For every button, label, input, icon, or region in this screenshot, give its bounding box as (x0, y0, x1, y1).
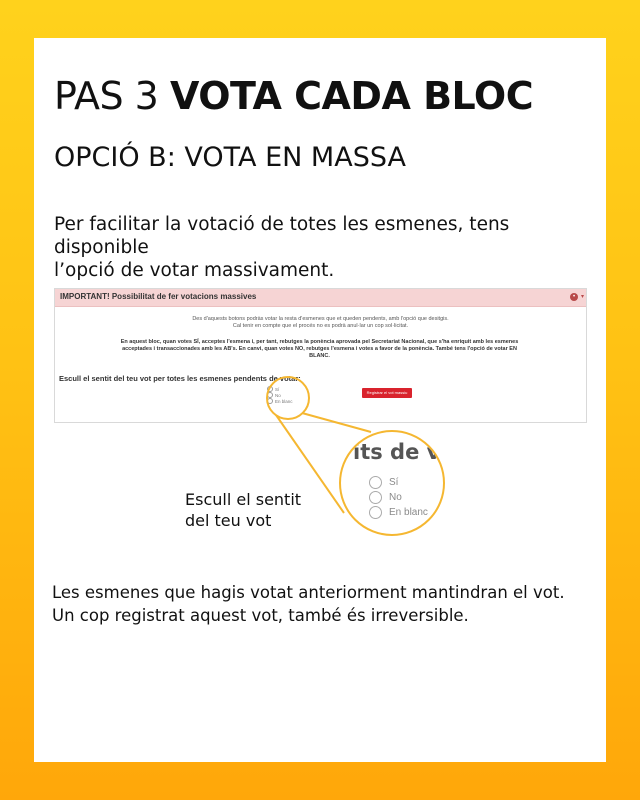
zoom-callout (339, 430, 445, 536)
chevron-down-icon[interactable]: ▾ (580, 294, 584, 300)
title-prefix: PAS 3 (54, 74, 159, 118)
zoom-option-no[interactable] (369, 491, 402, 504)
zoom-option-si[interactable] (369, 476, 398, 489)
radio-button[interactable] (369, 476, 382, 489)
intro-line-2: l’opció de votar massivament. (54, 260, 335, 281)
zoom-option-blank[interactable] (369, 506, 428, 519)
panel-question: Escull el sentit del teu vot per totes les esmenes pendents de votar: (59, 374, 301, 383)
option-label: Sí (389, 477, 399, 488)
intro-line-1: Per facilitar la votació de totes les esmenes, tens disponible (54, 214, 510, 258)
zoom-heading: its de v (353, 440, 441, 464)
option-label: En blanc (389, 507, 428, 518)
panel-line-1: Des d'aquests botons podràs votar la resta d'esmenes que et queden pendents, amb l'opció que desitgis. (192, 316, 449, 322)
option-label: En blanc (275, 398, 293, 404)
panel-paragraph-3: BLANC. (309, 353, 330, 359)
option-label: Sí (275, 386, 280, 392)
callout-line-2: del teu vot (185, 511, 272, 530)
footer-line-1: Les esmenes que hagis votat anteriorment mantindran el vot. (52, 583, 565, 602)
panel-line-2: Cal tenir en compte que el procés no es podrà anul·lar un cop sol·licitat. (232, 323, 409, 329)
footer-text (52, 581, 604, 627)
panel-paragraph-2: acceptades i transaccionades amb les AB's. En canvi, quan votes NO, rebutges l'esmena i votes a favor de la ponència. També tens l'opció de votar EN (122, 346, 517, 352)
connector-line-top (302, 413, 371, 432)
callout-line-1: Escull el sentit (185, 490, 302, 509)
collapse-icon[interactable]: • (570, 293, 578, 301)
register-vote-button[interactable]: Registrar el vot massiu (362, 388, 412, 398)
page-subtitle: OPCIÓ B: VOTA EN MASSA (54, 142, 406, 173)
radio-button[interactable] (369, 491, 382, 504)
info-card (34, 38, 606, 762)
option-label: No (389, 492, 402, 503)
panel-title: IMPORTANT! Possibilitat de fer votacions massives (60, 292, 257, 301)
footer-line-2: Un cop registrat aquest vot, també és irreversible. (52, 606, 469, 625)
panel-paragraph-1: En aquest bloc, quan votes SÍ, acceptes l'esmena i, per tant, rebutges la ponència aprovada pel Secretariat Nacional, que s'ha enriquit amb les esmenes (120, 339, 519, 345)
radio-button[interactable] (369, 506, 382, 519)
title-main: VOTA CADA BLOC (169, 74, 534, 118)
callout-label (185, 489, 301, 531)
zoom-connectors (34, 38, 606, 762)
option-label: No (275, 392, 281, 398)
